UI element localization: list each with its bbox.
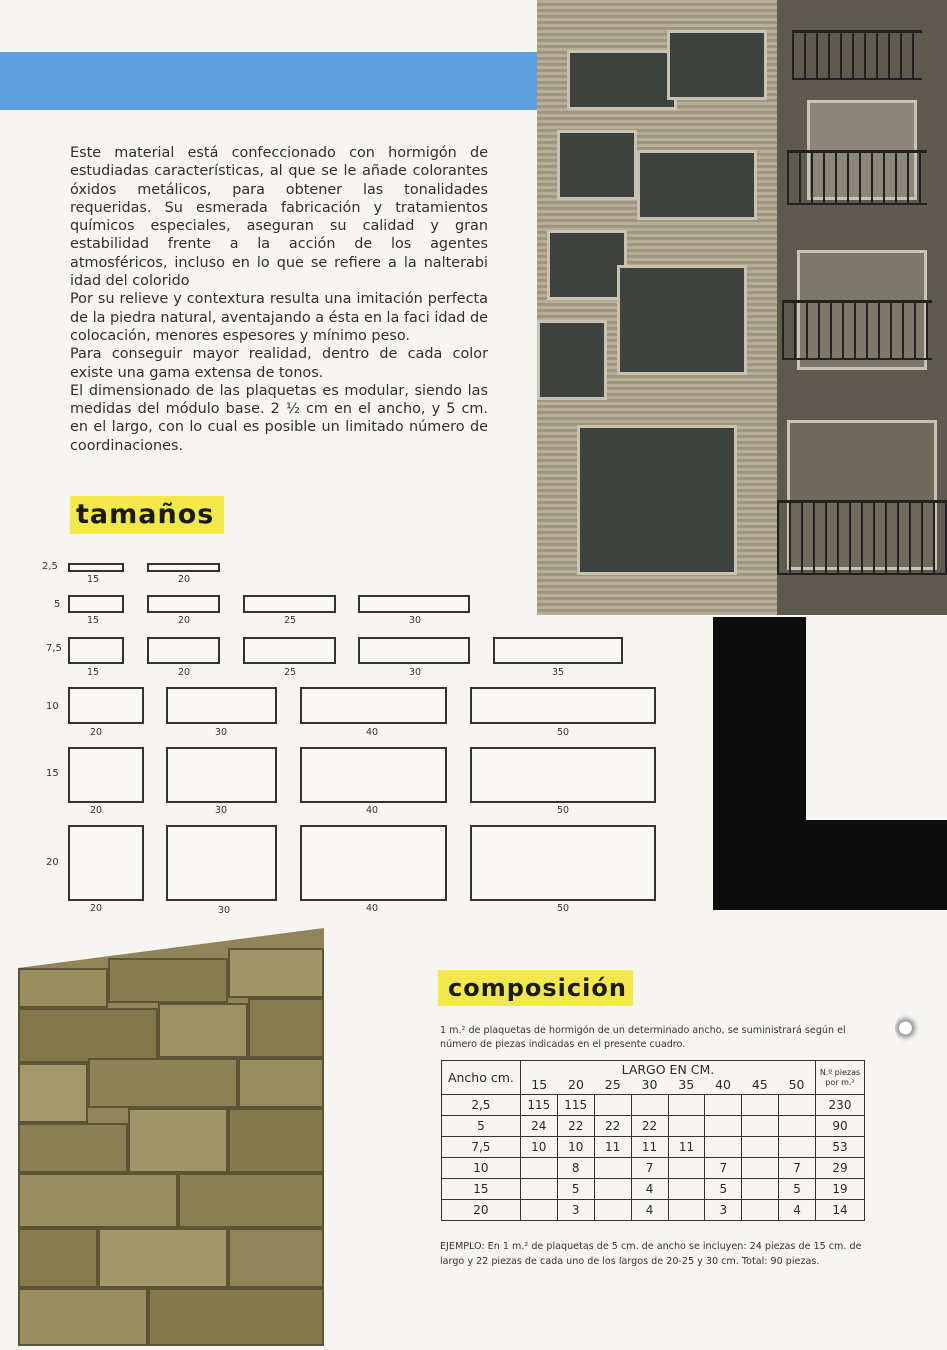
tile-label: 40: [365, 727, 379, 738]
largo-value: 35: [678, 1077, 695, 1092]
composition-intro: [440, 1024, 864, 1052]
building-photo: [537, 0, 947, 615]
col-header-largo: [520, 1061, 815, 1095]
cell: [705, 1116, 742, 1137]
tile-label: 30: [214, 727, 228, 738]
sizes-diagram: [0, 555, 700, 925]
cell: [594, 1179, 631, 1200]
composition-heading: composición: [438, 970, 633, 1006]
cell: 7: [779, 1158, 816, 1179]
cell: [779, 1137, 816, 1158]
cell: [742, 1158, 779, 1179]
cell: 11: [594, 1137, 631, 1158]
tile-label: 25: [283, 667, 297, 678]
intro-text: [70, 144, 488, 455]
tile: [470, 687, 656, 724]
cell: 4: [631, 1200, 668, 1221]
stone-wall-photo: [18, 928, 324, 1346]
tile-label: 20: [89, 903, 103, 914]
cell: 22: [557, 1116, 594, 1137]
cell: 5: [557, 1179, 594, 1200]
cell: [742, 1137, 779, 1158]
table-row: [442, 1137, 865, 1158]
cell: [594, 1095, 631, 1116]
cell: [668, 1116, 705, 1137]
cell: [594, 1158, 631, 1179]
cell-ancho: 2,5: [442, 1095, 521, 1116]
largo-value: 15: [531, 1077, 548, 1092]
table-row: [442, 1095, 865, 1116]
tile: [68, 825, 144, 901]
tile: [166, 687, 277, 724]
cell: [594, 1200, 631, 1221]
cell-total: 29: [816, 1158, 865, 1179]
cell: 7: [631, 1158, 668, 1179]
row-label: 2,5: [42, 561, 58, 572]
tile-label: 20: [89, 805, 103, 816]
tile: [243, 637, 336, 664]
composition-table: [441, 1060, 865, 1221]
blue-header-band: [0, 52, 542, 110]
cell-ancho: 5: [442, 1116, 521, 1137]
cell: [520, 1179, 557, 1200]
tile-label: 50: [556, 903, 570, 914]
largo-value: 20: [568, 1077, 584, 1092]
row-label: 15: [46, 768, 59, 779]
cell: [668, 1179, 705, 1200]
tile-label: 50: [556, 727, 570, 738]
cell: [520, 1158, 557, 1179]
cell: [668, 1158, 705, 1179]
tile: [166, 825, 277, 901]
row-label: 10: [46, 701, 59, 712]
cell: 3: [705, 1200, 742, 1221]
cell: 10: [557, 1137, 594, 1158]
largo-value: 30: [641, 1077, 658, 1092]
cell: [779, 1116, 816, 1137]
cell: 11: [668, 1137, 705, 1158]
cell: [705, 1137, 742, 1158]
cell-ancho: 15: [442, 1179, 521, 1200]
row-label: 7,5: [46, 643, 62, 654]
cell: 4: [631, 1179, 668, 1200]
cell-ancho: 20: [442, 1200, 521, 1221]
tile: [358, 637, 470, 664]
cell: [742, 1200, 779, 1221]
cell-total: 90: [816, 1116, 865, 1137]
col-header-ancho: Ancho cm.: [442, 1061, 521, 1095]
tile-label: 40: [365, 805, 379, 816]
tile: [68, 595, 124, 613]
row-label: 5: [54, 599, 61, 610]
punch-hole: [895, 1013, 921, 1043]
tile-label: 30: [408, 615, 422, 626]
tile-label: 25: [283, 615, 297, 626]
tile: [300, 687, 447, 724]
col-header-piezas: N.º piezas por m.²: [816, 1061, 865, 1095]
tile: [147, 637, 220, 664]
sizes-heading: tamaños: [70, 496, 224, 534]
cell: [742, 1116, 779, 1137]
intro-paragraph: Por su relieve y contextura resulta una imitación perfecta de la piedra natural, aventajando a ésta en la faci idad de colocación, menores espesores y mínimo peso.: [70, 291, 488, 344]
tile: [147, 563, 220, 572]
cell-ancho: 10: [442, 1158, 521, 1179]
cell: 10: [520, 1137, 557, 1158]
cell: 7: [705, 1158, 742, 1179]
example-text: EJEMPLO: En 1 m.² de plaquetas de 5 cm. de ancho se incluyen: 24 piezas de 15 cm. de largo y 22 piezas de cada uno de los largos de 20-25 y 30 cm. Total: 90 piezas.: [440, 1241, 862, 1267]
cell: [520, 1200, 557, 1221]
largo-value: 50: [788, 1077, 805, 1092]
cell-ancho: 7,5: [442, 1137, 521, 1158]
tile-label: 20: [177, 574, 191, 585]
tile-label: 20: [177, 615, 191, 626]
tile-label: 15: [86, 615, 100, 626]
table-row: [442, 1179, 865, 1200]
composition-intro-text: 1 m.² de plaquetas de hormigón de un determinado ancho, se suministrará según el número de piezas indicadas en el presente cuadro.: [440, 1025, 846, 1050]
largo-value: 45: [751, 1077, 768, 1092]
tile: [470, 747, 656, 803]
tile: [68, 747, 144, 803]
tile: [493, 637, 623, 664]
tile-label: 35: [551, 667, 565, 678]
largo-values: [521, 1077, 815, 1093]
cell: 115: [520, 1095, 557, 1116]
largo-value: 40: [715, 1077, 731, 1092]
table-row: [442, 1158, 865, 1179]
intro-paragraph: Para conseguir mayor realidad, dentro de cada color existe una gama extensa de tonos.: [70, 346, 488, 381]
tile-label: 50: [556, 805, 570, 816]
tile: [147, 595, 220, 613]
cell: 115: [557, 1095, 594, 1116]
tile: [68, 563, 124, 572]
tile-label: 15: [86, 574, 100, 585]
largo-value: 25: [604, 1077, 621, 1092]
tile-label: 20: [89, 727, 103, 738]
cell: [668, 1200, 705, 1221]
row-label: 20: [46, 857, 59, 868]
table-row: [442, 1116, 865, 1137]
table-row: [442, 1200, 865, 1221]
example-note: [440, 1240, 864, 1269]
tile: [300, 825, 447, 901]
largo-title: LARGO EN CM.: [621, 1062, 715, 1077]
tile-label: 30: [408, 667, 422, 678]
tile: [300, 747, 447, 803]
cell: 24: [520, 1116, 557, 1137]
intro-paragraph: El dimensionado de las plaquetas es modular, siendo las medidas del módulo base. 2 ½ cm en el ancho, y 5 cm. en el largo, con lo cual es posible un limitado número de coordinaciones.: [70, 382, 488, 454]
cell: 22: [631, 1116, 668, 1137]
cell: 8: [557, 1158, 594, 1179]
tile: [68, 687, 144, 724]
cell: 22: [594, 1116, 631, 1137]
cell: [668, 1095, 705, 1116]
cell: [631, 1095, 668, 1116]
cell-total: 19: [816, 1179, 865, 1200]
cell: [742, 1179, 779, 1200]
cell-total: 14: [816, 1200, 865, 1221]
tile-label: 30: [217, 905, 231, 916]
cell-total: 230: [816, 1095, 865, 1116]
cell: [779, 1095, 816, 1116]
cell: 4: [779, 1200, 816, 1221]
tile-label: 15: [86, 667, 100, 678]
tile: [166, 747, 277, 803]
decorative-black-frame: [713, 617, 947, 910]
cell: [742, 1095, 779, 1116]
tile: [243, 595, 336, 613]
intro-paragraph: Este material está confeccionado con hormigón de estudiadas características, al que se le añade colorantes óxidos metálicos, para obtener las tonalidades requeridas. Su esmerada fabricación y tratamientos químicos especiales, aseguran su calidad y gran estabilidad frente a la acción de los agentes atmosféricos, incluso en lo que se refiere a la nalterabi idad del colorido: [70, 145, 488, 290]
cell: 5: [705, 1179, 742, 1200]
tile: [358, 595, 470, 613]
tile: [470, 825, 656, 901]
tile-label: 30: [214, 805, 228, 816]
cell: 11: [631, 1137, 668, 1158]
tile: [68, 637, 124, 664]
tile-label: 40: [365, 903, 379, 914]
cell-total: 53: [816, 1137, 865, 1158]
cell: 5: [779, 1179, 816, 1200]
cell: [705, 1095, 742, 1116]
tile-label: 20: [177, 667, 191, 678]
cell: 3: [557, 1200, 594, 1221]
